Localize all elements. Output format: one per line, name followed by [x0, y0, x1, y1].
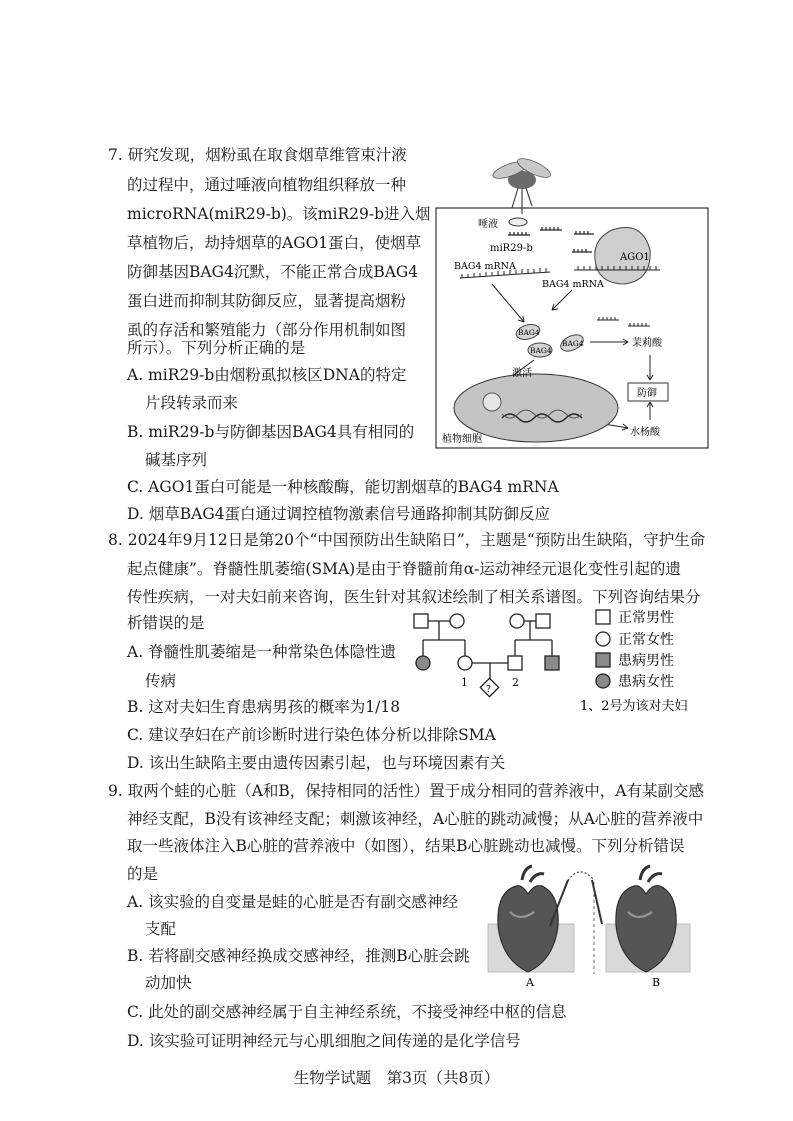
- q7-option-d: D. 烟草BAG4蛋白通过调控植物激素信号通路抑制其防御反应: [127, 505, 551, 523]
- q7-option-a-cont: 片段转录而来: [145, 394, 239, 412]
- q7-stem-line: 蛋白进而抑制其防御反应，显著提高烟粉: [127, 292, 407, 310]
- pedigree-normal-male: [414, 614, 428, 628]
- mrna-label-2: BAG4 mRNA: [542, 279, 604, 290]
- pedigree-label-1: 1: [461, 676, 468, 689]
- q9-option-a-cont: 支配: [145, 920, 177, 938]
- q9-stem-line: 神经支配，B没有该神经支配；刺激该神经，A心脏的跳动减慢；从A心脏的营养液中: [127, 810, 704, 828]
- q9-option-a: A. 该实验的自变量是蛙的心脏是否有副交感神经: [127, 893, 459, 911]
- nucleus: [454, 374, 618, 442]
- legend-normal-female: 正常女性: [618, 632, 674, 648]
- pedigree-normal-male: [508, 656, 522, 670]
- plant-cell-label: 植物细胞: [442, 434, 482, 445]
- q8-option-b: B. 这对夫妇生育患病男孩的概率为1/18: [127, 698, 401, 716]
- q7-stem-line: 7. 研究发现，烟粉虱在取食烟草维管束汁液: [108, 146, 407, 164]
- q9-stem-line: 9. 取两个蛙的心脏（A和B，保持相同的活性）置于成分相同的营养液中，A有某副交感: [108, 782, 704, 800]
- q9-option-b: B. 若将副交感神经换成交感神经，推测B心脏会跳: [127, 947, 470, 965]
- legend-normal-male: 正常男性: [618, 610, 674, 626]
- q8-stem-line: 传性疾病，一对夫妇前来咨询，医生针对其叙述绘制了相关系谱图。下列咨询结果分: [127, 588, 701, 606]
- legend-affected-male: 患病男性: [618, 653, 674, 669]
- frog-hearts-figure: [486, 862, 692, 990]
- page-footer: 生物学试题 第3页（共8页）: [293, 1069, 500, 1087]
- mir-label: miR29-b: [490, 243, 533, 254]
- pedigree-normal-female: [458, 656, 472, 670]
- pedigree-unknown-mark: ?: [486, 685, 491, 695]
- nucleolus: [483, 393, 501, 411]
- q7-stem-line: microRNA(miR29-b)。该miR29-b进入烟: [127, 205, 431, 223]
- pedigree-normal-female: [510, 614, 524, 628]
- bag4-label-a: BAG4: [518, 328, 540, 337]
- q7-option-b-cont: 碱基序列: [145, 451, 208, 469]
- cleaved-fragments: [597, 317, 650, 326]
- whitefly-icon: [491, 155, 553, 214]
- q7-option-b: B. miR29-b与防御基因BAG4具有相同的: [127, 423, 415, 441]
- q8-option-a: A. 脊髓性肌萎缩是一种常染色体隐性遗: [127, 643, 397, 661]
- pedigree-normal-male: [536, 614, 550, 628]
- bag4-label-c: BAG4: [562, 339, 584, 348]
- transfer-arrow: [566, 872, 594, 884]
- q9-option-b-cont: 动加快: [145, 974, 192, 992]
- legend-normal-female-icon: [596, 632, 610, 646]
- heart-a-label: A: [526, 976, 534, 989]
- ago1-label: AGO1: [620, 252, 650, 263]
- q7-stem-line: 虱的存活和繁殖能力（部分作用机制如图: [127, 321, 407, 339]
- q9-option-d: D. 该实验可证明神经元与心肌细胞之间传递的是化学信号: [127, 1032, 521, 1050]
- q8-option-c: C. 建议孕妇在产前诊断时进行染色体分析以排除SMA: [127, 726, 496, 744]
- q7-mechanism-figure: [432, 150, 714, 450]
- bag4-label-b: BAG4: [530, 346, 552, 355]
- defense-label: 防御: [637, 388, 657, 399]
- q7-stem-line: 草植物后，劫持烟草的AGO1蛋白，使烟草: [127, 234, 422, 252]
- q8-stem-line: 析错误的是: [127, 614, 205, 632]
- q8-stem-line: 起点健康”。脊髓性肌萎缩(SMA)是由于脊髓前角α-运动神经元退化变性引起的遗: [127, 560, 681, 578]
- q8-option-a-cont: 传病: [145, 672, 177, 690]
- legend-affected-female: 患病女性: [618, 674, 674, 690]
- activate-label: 激活: [512, 368, 532, 379]
- q8-stem-line: 8. 2024年9月12日是第20个“中国预防出生缺陷日”，主题是“预防出生缺陷，守护生命: [108, 531, 706, 549]
- mrna-label-1: BAG4 mRNA: [454, 261, 516, 272]
- q9-option-c: C. 此处的副交感神经属于自主神经系统，不接受神经中枢的信息: [127, 1003, 567, 1021]
- pedigree-chart: [410, 606, 710, 716]
- heart-b-label: B: [652, 976, 661, 989]
- legend-affected-male-icon: [596, 653, 610, 667]
- pedigree-affected-female: [416, 656, 430, 670]
- q7-stem-line: 的过程中，通过唾液向植物组织释放一种: [127, 176, 407, 194]
- pedigree-normal-female: [450, 614, 464, 628]
- q9-stem-line: 取一些液体注入B心脏的营养液中（如图），结果B心脏跳动也减慢。下列分析错误: [127, 837, 685, 855]
- pedigree-note: 1、2号为该对夫妇: [580, 699, 688, 714]
- pedigree-label-2: 2: [512, 676, 519, 689]
- salicylic-acid-label: 水杨酸: [630, 427, 660, 438]
- pedigree-affected-male: [545, 656, 559, 670]
- q7-option-c: C. AGO1蛋白可能是一种核酸酶，能切割烟草的BAG4 mRNA: [127, 478, 559, 496]
- q9-stem-line: 的是: [127, 865, 159, 883]
- legend-normal-male-icon: [596, 610, 610, 624]
- q8-option-d: D. 该出生缺陷主要由遗传因素引起，也与环境因素有关: [127, 754, 506, 772]
- saliva-label: 唾液: [478, 219, 498, 230]
- legend-affected-female-icon: [596, 674, 610, 688]
- q7-stem-line: 防御基因BAG4沉默，不能正常合成BAG4: [127, 263, 419, 281]
- jasmonic-acid-label: 茉莉酸: [632, 338, 662, 349]
- pipette-b: [592, 880, 602, 924]
- q7-stem-line: 所示）。下列分析正确的是: [127, 339, 306, 357]
- q7-option-a: A. miR29-b由烟粉虱拟核区DNA的特定: [127, 366, 407, 384]
- saliva-drop: [509, 218, 527, 226]
